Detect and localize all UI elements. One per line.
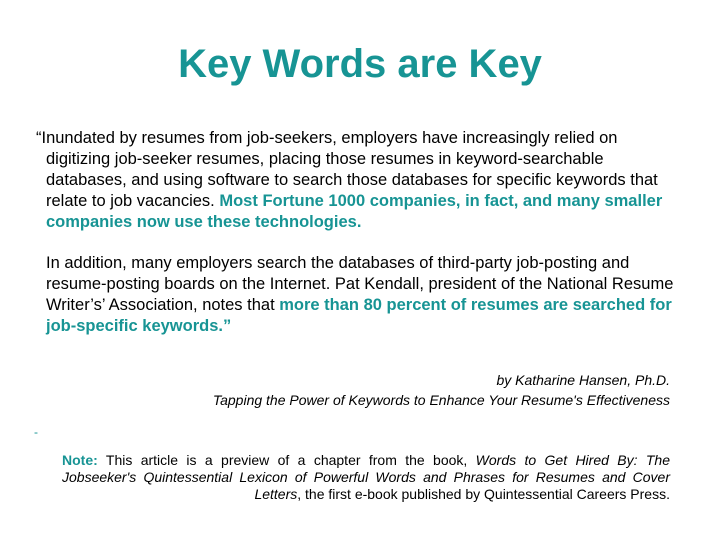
note-text-after: , the first e-book published by Quintessential Careers Press.: [297, 486, 670, 502]
slide-title: Key Words are Key: [178, 42, 542, 86]
quote-highlight-fortune: Most Fortune 1000 companies,: [219, 192, 461, 210]
quote-paragraph-2: [36, 253, 676, 337]
quote-paragraph-1-text: Inundated by resumes from job-seekers, employers have increasingly relied on digitizing job-seeker resumes, placing those resumes in keyword-searchable databases, and using software to search those databases for specific keywords that relate to job vacancies.: [41, 129, 658, 210]
quote-paragraph-1: [36, 128, 676, 233]
note-bullet-dash: -: [34, 425, 38, 439]
attribution-article: Tapping the Power of Keywords to Enhance Your Resume's Effectiveness: [212, 392, 670, 408]
quote-highlight-companies: in fact, and many smaller companies now use these technologies.: [46, 192, 663, 231]
note-label: Note:: [62, 452, 98, 468]
open-quote-mark: “: [36, 129, 42, 147]
attribution-author: by Katharine Hansen, Ph.D.: [496, 372, 670, 388]
quote-paragraph-2-text: In addition, many employers search the databases of third-party job-posting and resume-posting boards on the Internet. Pat Kendall, president of the National Resume Writer’s’ Association, notes that: [46, 254, 674, 314]
quote-highlight-percent: more than 80 percent of resumes are searched for job-specific keywords.”: [46, 296, 672, 335]
note-text-before: This article is a preview of a chapter from the book,: [97, 452, 476, 468]
note-block: [62, 452, 670, 503]
quote-block: [36, 128, 676, 337]
note-book-title: Words to Get Hired By: The Jobseeker's Quintessential Lexicon of Powerful Words and Phrases for Resumes and Cover Letters: [62, 452, 670, 502]
